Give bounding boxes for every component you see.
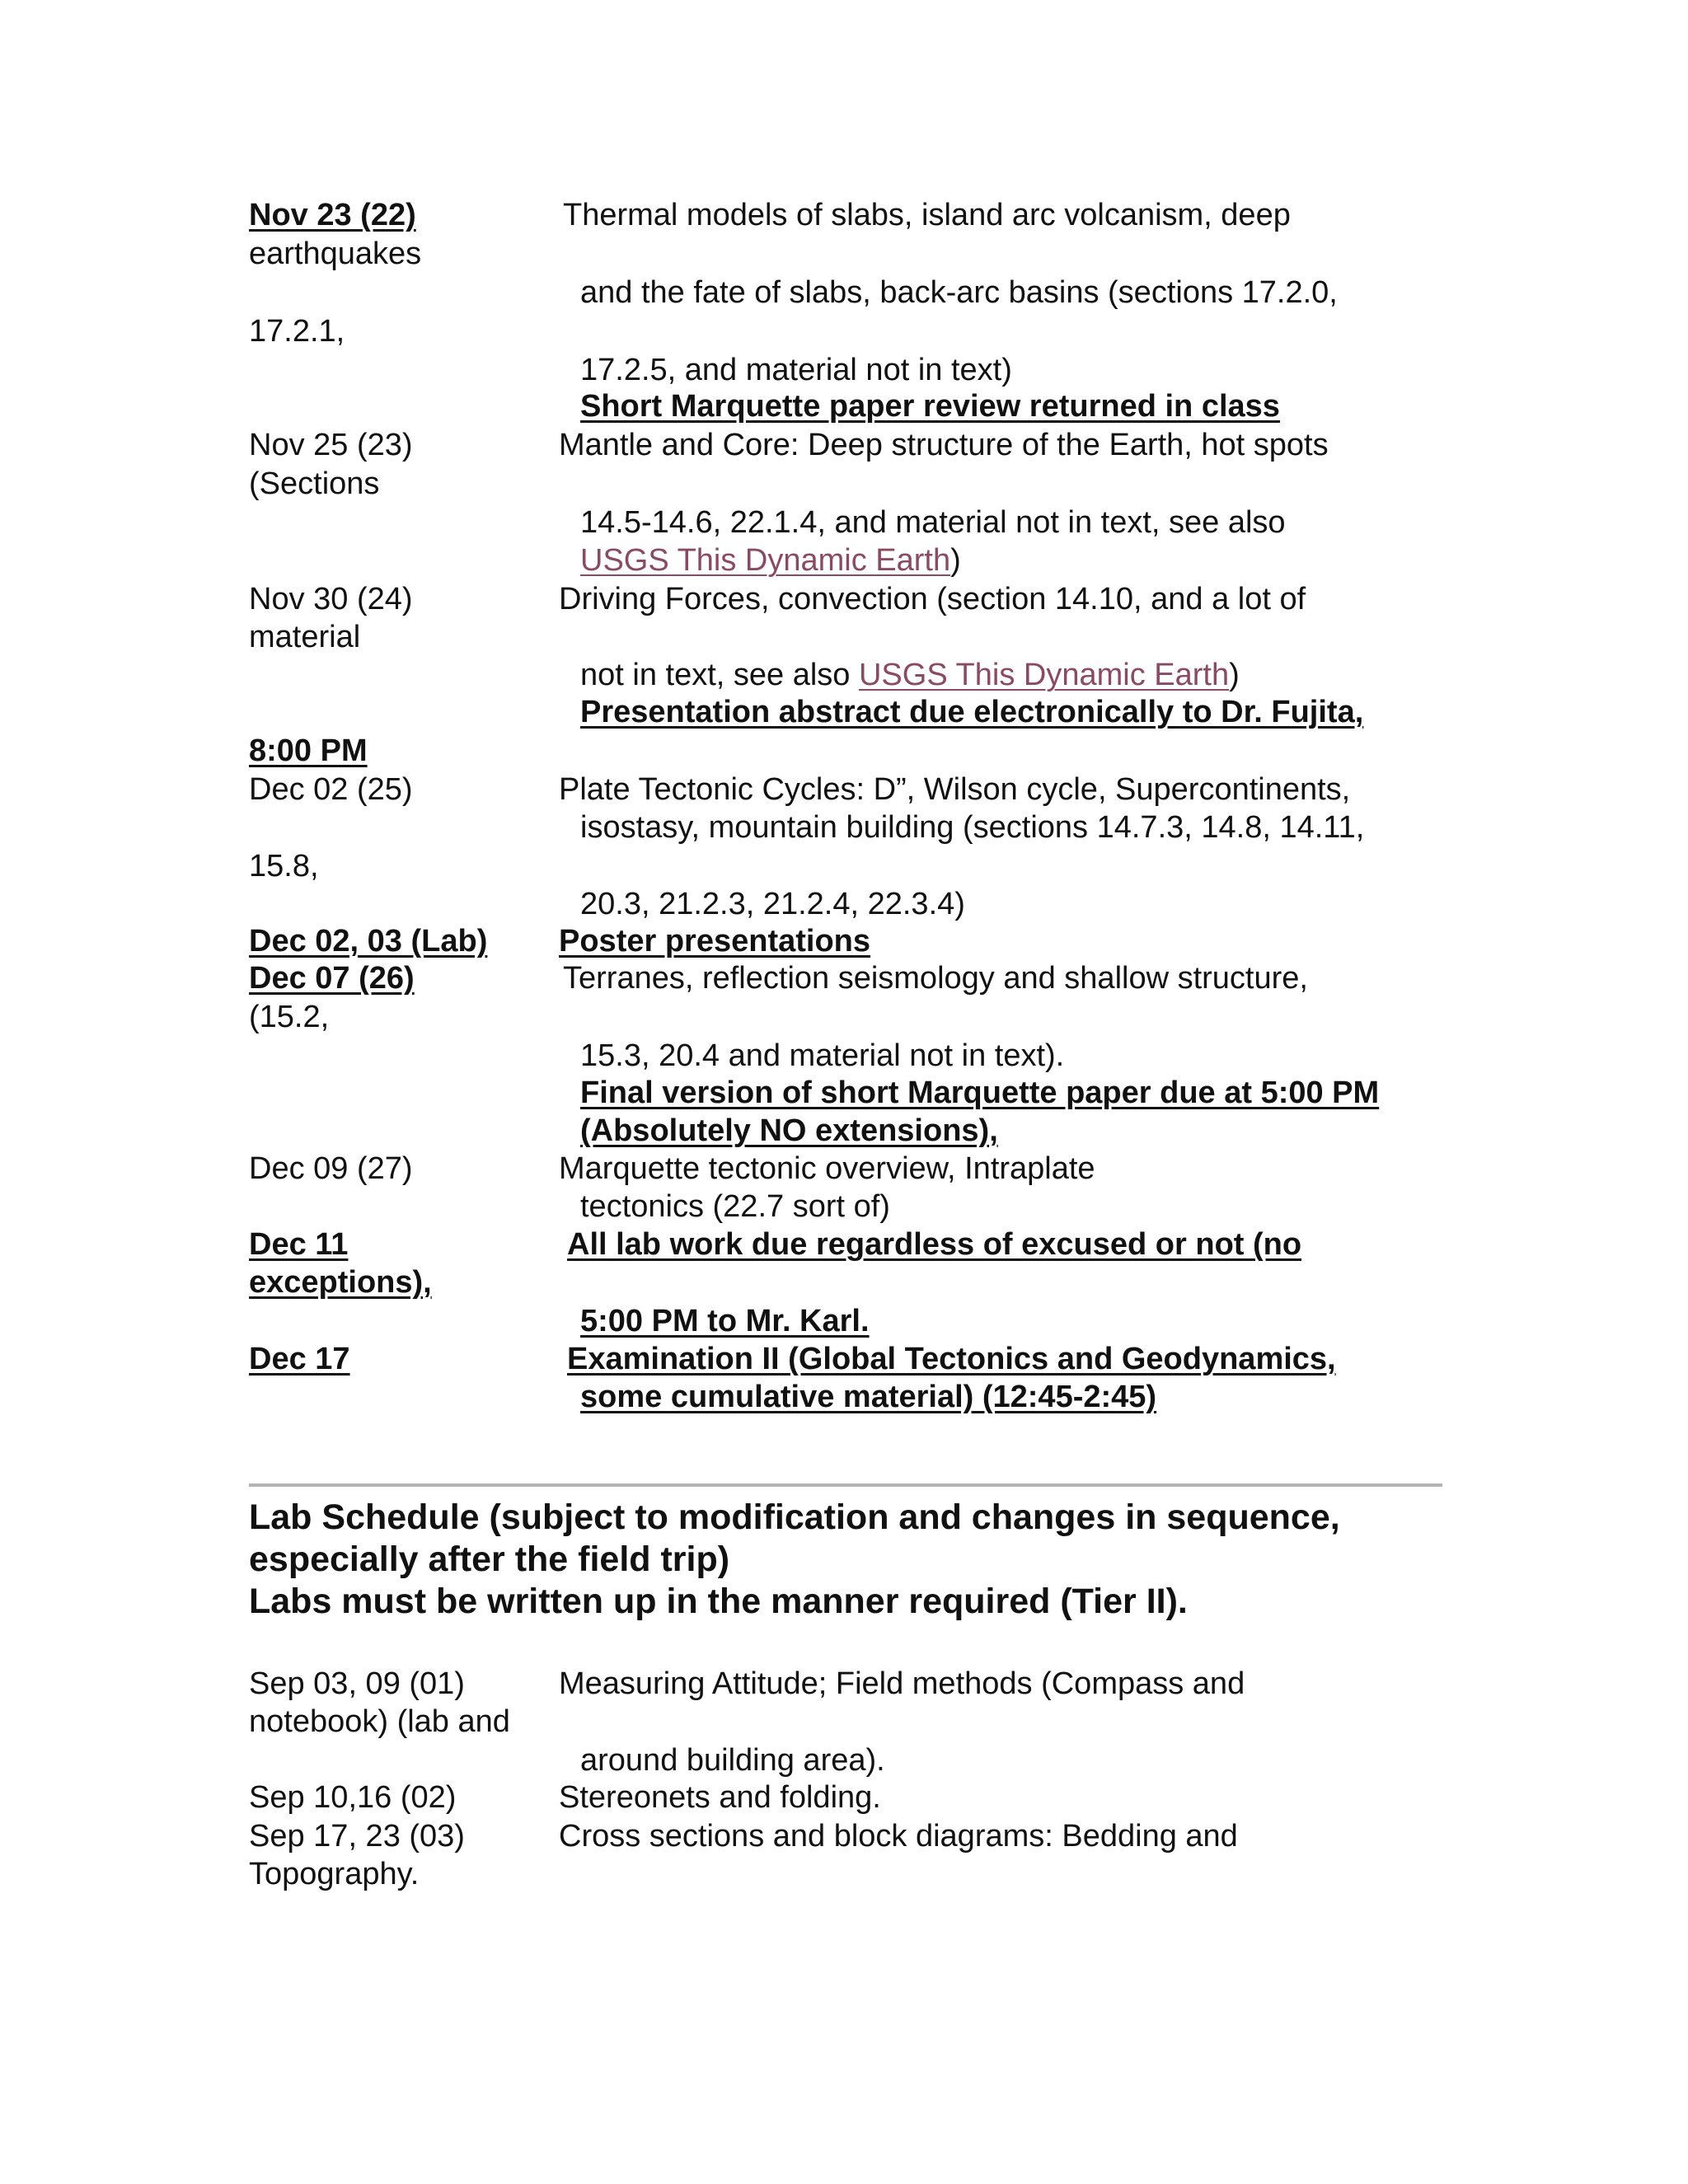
link-suffix: ) [1229,658,1240,692]
horizontal-rule [249,1483,1442,1487]
schedule-date: Dec 02 (25) [249,772,413,807]
schedule-topic: 17.2.5, and material not in text) [580,353,1012,387]
schedule-note-wrap: exceptions), [249,1265,432,1300]
schedule-topic: 14.5-14.6, 22.1.4, and material not in text, see also [580,505,1286,540]
lab-date: Sep 17, 23 (03) [249,1819,465,1854]
schedule-note: Short Marquette paper review returned in class [580,389,1280,424]
schedule-topic: and the fate of slabs, back-arc basins (sections 17.2.0, [580,275,1338,310]
schedule-topic-wrap: (15.2, [249,1000,330,1034]
schedule-topic: Marquette tectonic overview, Intraplate [559,1151,1095,1186]
schedule-note-wrap: 8:00 PM [249,733,368,768]
lab-heading: Lab Schedule (subject to modification and changes in sequence, [249,1497,1340,1537]
schedule-link-line [580,656,1240,694]
usgs-link[interactable]: USGS This Dynamic Earth [580,543,951,578]
schedule-topic: 20.3, 21.2.3, 21.2.4, 22.3.4) [580,887,965,921]
schedule-topic: Thermal models of slabs, island arc volcanism, deep [563,198,1291,232]
schedule-topic: isostasy, mountain building (sections 14.7.3, 14.8, 14.11, [580,810,1365,845]
schedule-date: Dec 02, 03 (Lab) [249,924,488,958]
lab-date: Sep 10,16 (02) [249,1780,457,1815]
schedule-topic: Terranes, reflection seismology and shallow structure, [563,961,1308,996]
lab-topic: Stereonets and folding. [559,1780,881,1815]
schedule-note: 5:00 PM to Mr. Karl. [580,1304,870,1338]
schedule-link-line [580,541,961,579]
schedule-note: Final version of short Marquette paper due at 5:00 PM [580,1076,1380,1110]
schedule-topic-wrap: 17.2.1, [249,314,345,349]
schedule-date: Nov 23 (22) [249,198,416,232]
schedule-topic: Mantle and Core: Deep structure of the Earth, hot spots [559,428,1329,462]
schedule-note: Poster presentations [559,924,870,958]
schedule-note: All lab work due regardless of excused or not (no [567,1227,1302,1262]
schedule-date: Dec 11 [249,1227,349,1262]
schedule-date: Nov 25 (23) [249,428,413,462]
schedule-note: Presentation abstract due electronically to Dr. Fujita, [580,695,1364,729]
schedule-date: Nov 30 (24) [249,582,413,616]
schedule-topic-wrap: 15.8, [249,849,319,883]
lab-topic: Measuring Attitude; Field methods (Compass and [559,1666,1245,1701]
schedule-topic: 15.3, 20.4 and material not in text). [580,1038,1065,1073]
schedule-topic-wrap: (Sections [249,466,380,501]
schedule-topic: Plate Tectonic Cycles: D”, Wilson cycle, Supercontinents, [559,772,1351,807]
usgs-link[interactable]: USGS This Dynamic Earth [858,658,1230,692]
schedule-note: Examination II (Global Tectonics and Geodynamics, [567,1342,1336,1376]
schedule-note: some cumulative material) (12:45-2:45) [580,1380,1157,1414]
lab-heading: especially after the field trip) [249,1540,730,1579]
lab-heading: Labs must be written up in the manner required (Tier II). [249,1582,1188,1621]
schedule-date: Dec 17 [249,1342,350,1376]
lab-topic: Cross sections and block diagrams: Bedding and [559,1819,1238,1854]
lab-topic-wrap: notebook) (lab and [249,1704,510,1739]
schedule-date: Dec 07 (26) [249,961,415,996]
link-suffix: ) [950,543,961,578]
schedule-topic-wrap: material [249,620,361,654]
schedule-note: (Absolutely NO extensions), [580,1113,998,1148]
schedule-date: Dec 09 (27) [249,1151,413,1186]
schedule-topic: Driving Forces, convection (section 14.10, and a lot of [559,582,1306,616]
schedule-topic: tectonics (22.7 sort of) [580,1189,890,1224]
lab-date: Sep 03, 09 (01) [249,1666,465,1701]
link-prefix: not in text, see also [580,658,859,692]
lab-topic-wrap: Topography. [249,1857,420,1891]
lab-topic: around building area). [580,1743,885,1778]
schedule-topic-wrap: earthquakes [249,237,422,271]
